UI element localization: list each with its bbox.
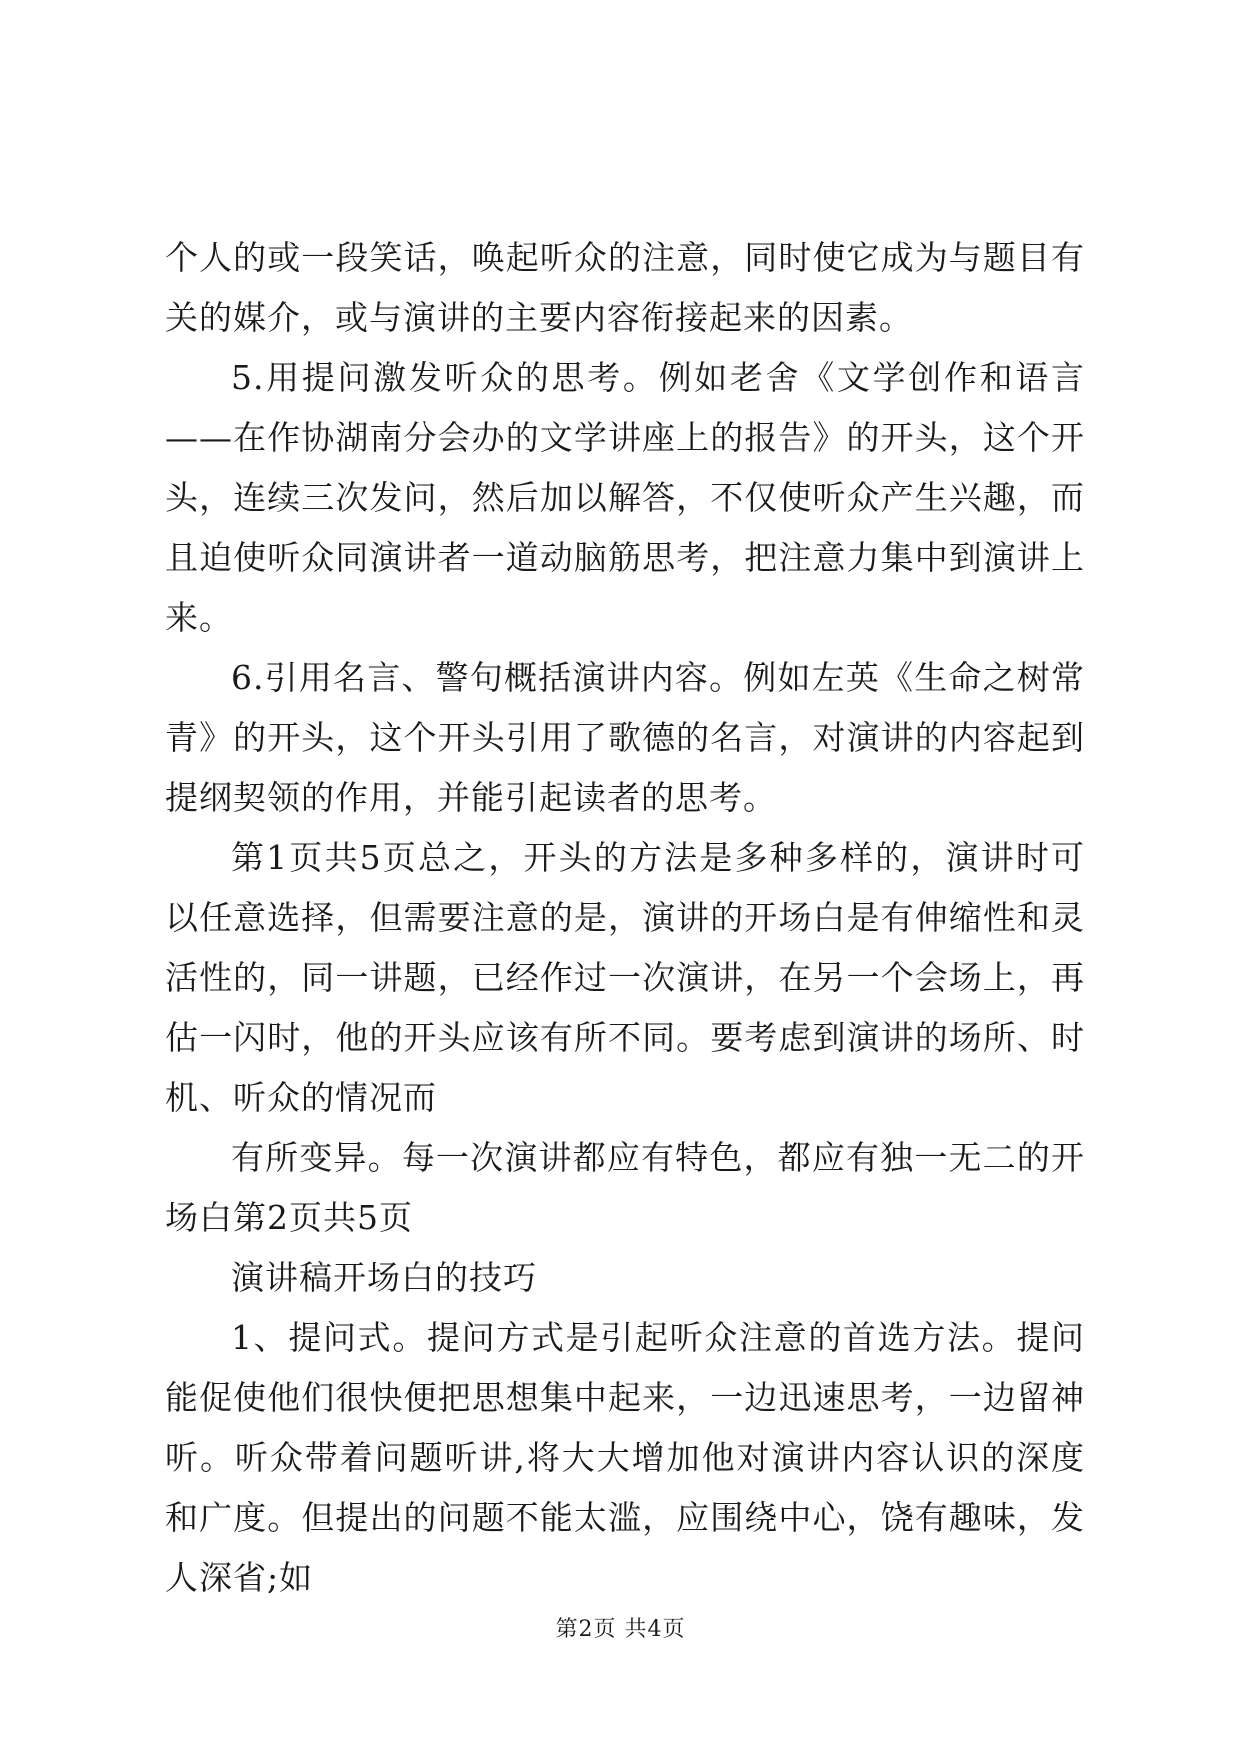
paragraph-question-method: 5.用提问激发听众的思考。例如老舍《文学创作和语言——在作协湖南分会办的文学讲座上的报告》的开头，这个开头，连续三次发问，然后加以解答，不仅使听众产生兴趣，而且迫使听众同演讲者一道动脑筋思考，把注意力集中到演讲上来。 [165,358,1085,637]
paragraph-variation: 有所变异。每一次演讲都应有特色，都应有独一无二的开场白第2页共5页 [165,1138,1085,1237]
section-heading: 演讲稿开场白的技巧 [231,1258,537,1297]
page-footer: 第2页 共4页 [555,1617,686,1642]
paragraph-continuation: 个人的或一段笑话，唤起听众的注意，同时使它成为与题目有关的媒介，或与演讲的主要内容衔接起来的因素。 [165,238,1085,337]
paragraph-question-style: 1、提问式。提问方式是引起听众注意的首选方法。提问能促使他们很快便把思想集中起来，一边迅速思考，一边留神听。听众带着问题听讲,将大大增加他对演讲内容认识的深度和广度。但提出的问题不能太滥，应围绕中心，饶有趣味，发人深省;如 [165,1318,1085,1597]
paragraph-summary: 第1页共5页总之，开头的方法是多种多样的，演讲时可以任意选择，但需要注意的是，演讲的开场白是有伸缩性和灵活性的，同一讲题，已经作过一次演讲，在另一个会场上，再估一闪时，他的开头应该有所不同。要考虑到演讲的场所、时机、听众的情况而 [165,838,1085,1117]
paragraph-quote-method: 6.引用名言、警句概括演讲内容。例如左英《生命之树常青》的开头，这个开头引用了歌德的名言，对演讲的内容起到提纲契领的作用，并能引起读者的思考。 [165,658,1085,817]
document-body [165,228,1085,1608]
